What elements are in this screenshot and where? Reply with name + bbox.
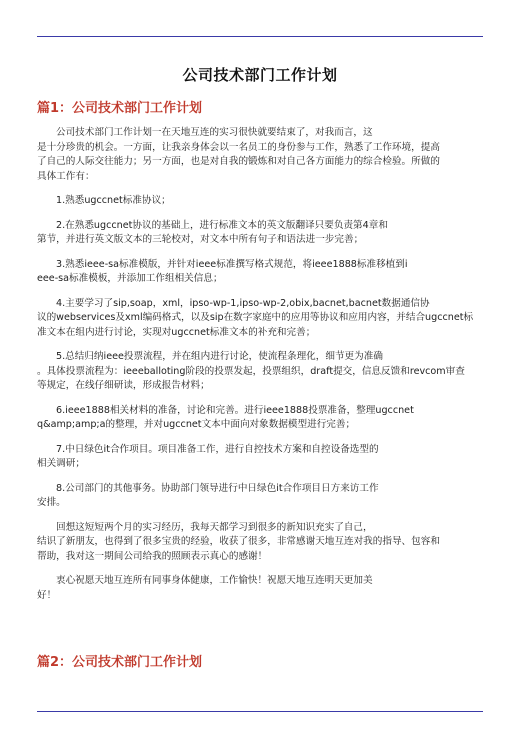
paragraph-line: 结识了新朋友，也得到了很多宝贵的经验，收获了很多，非常感谢天地互连对我的指导、包容和 [37, 536, 440, 547]
paragraph-line: 8.公司部门的其他事务。协助部门领导进行中日绿色it合作项目日方来访工作 [56, 482, 379, 494]
paragraph [37, 574, 483, 603]
bottom-rule [37, 711, 483, 712]
paragraph-line: 是十分珍贵的机会。一方面，让我亲身体会以一名员工的身份参与工作，熟悉了工作环境，提高 [37, 141, 440, 153]
paragraph [37, 350, 483, 394]
paragraph-line: 安排。 [37, 497, 66, 508]
section-1-heading: 篇1：公司技术部门工作计划 [37, 101, 203, 116]
paragraph [37, 297, 483, 341]
paragraph-line: 2.在熟悉ugccnet协议的基础上，进行标准文本的英文版翻译只要负责第4章和 [56, 219, 388, 231]
paragraph [37, 443, 483, 472]
paragraph-line: 3.熟悉ieee-sa标准模版，并针对ieee标准撰写格式规范，将ieee1888标准移植到i [56, 258, 408, 270]
paragraph [37, 258, 483, 287]
paragraph-line: q&amp;amp;a的整理，并对ugccnet文本中面向对象数据模型进行完善； [37, 419, 356, 430]
paragraph-line: 议的webservices及xml编码格式，以及sip在数字家庭中的应用等协议和应用内容，并结合ugccnet标 [37, 312, 474, 323]
paragraph-line: 。具体投票流程为：ieeeballoting阶段的投票发起，投票组织，draft提交，信息反馈和revcom审查 [37, 365, 465, 377]
paragraph-line: 第节，并进行英文版文本的三轮校对，对文本中所有句子和语法进一步完善； [37, 234, 364, 245]
paragraph-line: 6.ieee1888相关材料的准备，讨论和完善。进行ieee1888投票准备，整理ugccnet [56, 404, 414, 416]
paragraph [37, 194, 483, 209]
paragraph [37, 219, 483, 248]
document-body [37, 126, 483, 613]
paragraph [37, 404, 483, 433]
section-2-heading: 篇2：公司技术部门工作计划 [37, 655, 203, 670]
paragraph [37, 482, 483, 511]
paragraph-line: eee-sa标准模板，并添加工作组相关信息； [37, 273, 223, 284]
paragraph-line: 相关调研； [37, 458, 85, 469]
paragraph-line: 公司技术部门工作计划一在天地互连的实习很快就要结束了，对我而言，这 [56, 127, 373, 138]
paragraph-line: 7.中日绿色it合作项目。项目准备工作，进行自控技术方案和自控设备选型的 [56, 443, 379, 455]
paragraph [37, 126, 483, 184]
document-title: 公司技术部门工作计划 [182, 66, 338, 84]
paragraph-line: 4.主要学习了sip,soap，xml，ipso-wp-1,ipso-wp-2,obix,bacnet,bacnet数据通信协 [56, 297, 430, 309]
paragraph-line: 5.总结归纳ieee投票流程，并在组内进行讨论，使流程条理化，细节更为准确 [56, 351, 383, 362]
paragraph-line: 帮助，我对这一期间公司给我的照顾表示真心的感谢！ [37, 550, 268, 562]
paragraph-line: 等规定，在线仔细研读，形成报告材料； [37, 380, 210, 391]
paragraph-line: 具体工作有： [37, 170, 95, 182]
paragraph-line: 准文本在组内进行讨论，实现对ugccnet标准文本的补充和完善； [37, 326, 316, 338]
paragraph [37, 521, 483, 565]
top-rule [37, 36, 483, 37]
paragraph-line: 好！ [37, 589, 57, 601]
paragraph-line: 衷心祝愿天地互连所有同事身体健康，工作愉快！祝愿天地互连明天更加美 [56, 575, 373, 586]
paragraph-line: 了自己的人际交往能力；另一方面，也是对自我的锻炼和对自己各方面能力的综合检验。所做的 [37, 156, 440, 167]
paragraph-line: 回想这短短两个月的实习经历，我每天都学习到很多的新知识充实了自己， [56, 521, 373, 533]
paragraph-line: 1.熟悉ugccnet标准协议； [56, 195, 171, 206]
